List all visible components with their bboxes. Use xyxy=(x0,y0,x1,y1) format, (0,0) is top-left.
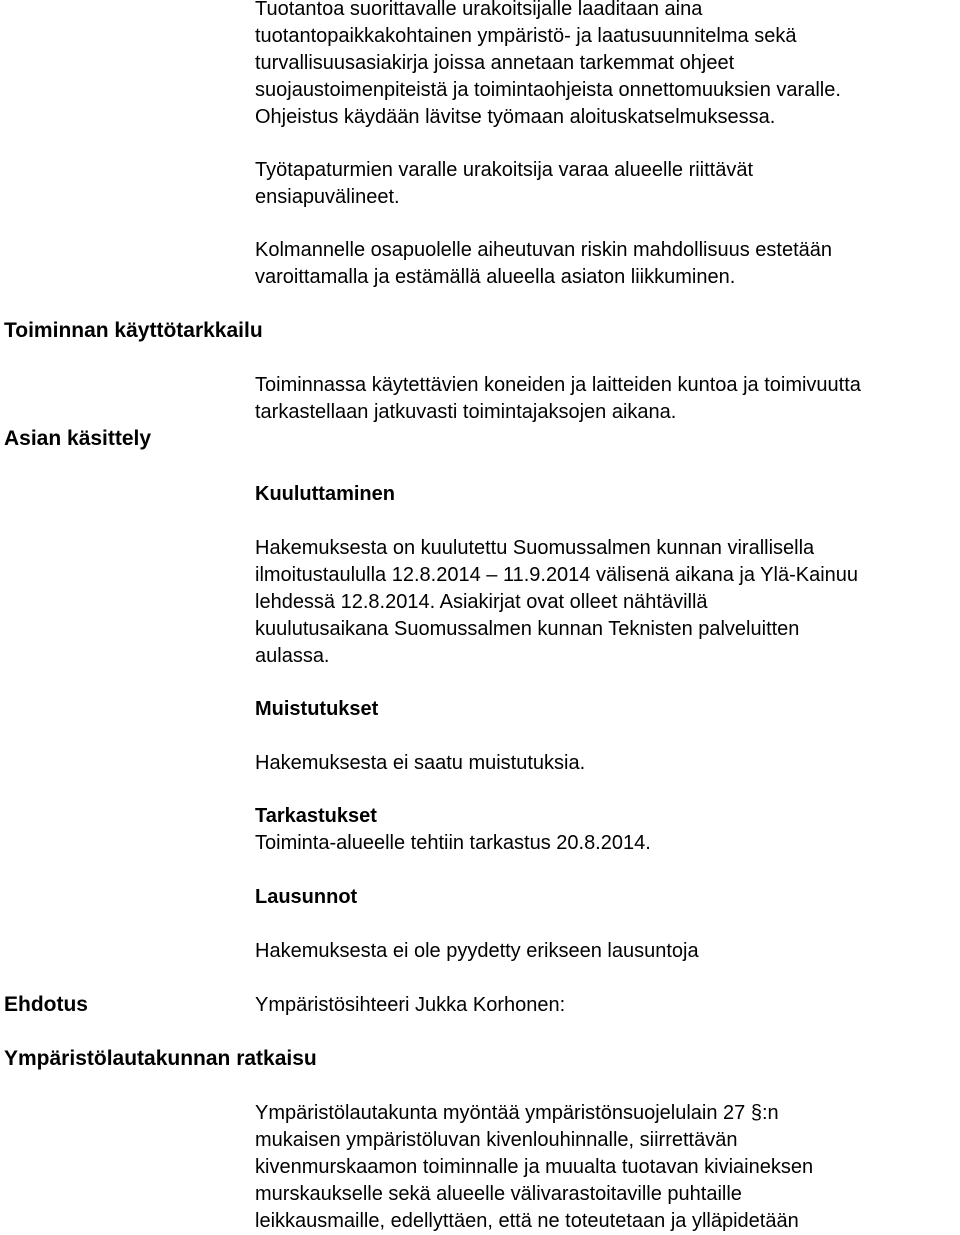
paragraph-equipment-monitoring xyxy=(255,372,861,426)
heading-inspections: Tarkastukset xyxy=(255,805,377,827)
text-line: ensiapuvälineet. xyxy=(255,186,400,208)
paragraph-announcement xyxy=(255,535,858,670)
text-line: ilmoitustaululla 12.8.2014 – 11.9.2014 välisenä aikana ja Ylä-Kainuu xyxy=(255,564,859,586)
heading-objections: Muistutukset xyxy=(255,698,379,720)
text-line: Työtapaturmien varalle urakoitsija varaa alueelle riittävät xyxy=(255,159,754,181)
paragraph-statements: Hakemuksesta ei ole pyydetty erikseen lausuntoja xyxy=(255,940,699,962)
text-line: suojaustoimenpiteistä ja toimintaohjeista onnettomuuksien varalle. xyxy=(255,79,841,101)
heading-announcement: Kuuluttaminen xyxy=(255,483,395,505)
paragraph-proposal: Ympäristösihteeri Jukka Korhonen: xyxy=(255,994,566,1016)
text-line: Tuotantoa suorittavalle urakoitsijalle laaditaan aina xyxy=(255,0,703,20)
text-line: murskaukselle sekä alueelle välivarastoitaville puhtaille xyxy=(255,1183,742,1205)
text-line: Toiminnassa käytettävien koneiden ja laitteiden kuntoa ja toimivuutta xyxy=(255,374,861,396)
text-line: Kolmannelle osapuolelle aiheutuvan riskin mahdollisuus estetään xyxy=(255,239,833,261)
paragraph-contractor-plan xyxy=(255,0,841,131)
text-line: lehdessä 12.8.2014. Asiakirjat ovat olleet nähtävillä xyxy=(255,591,708,613)
text-line: Hakemuksesta on kuulutettu Suomussalmen kunnan virallisella xyxy=(255,537,815,559)
text-line: kivenmurskaamon toiminnalle ja muualta tuotavan kiviaineksen xyxy=(255,1156,814,1178)
paragraph-inspections: Toiminta-alueelle tehtiin tarkastus 20.8.2014. xyxy=(255,832,651,854)
text-line: mukaisen ympäristöluvan kivenlouhinnalle, siirrettävän xyxy=(255,1129,738,1151)
section-heading-board-decision: Ympäristölautakunnan ratkaisu xyxy=(4,1047,317,1070)
section-heading-case-processing: Asian käsittely xyxy=(4,427,152,450)
text-line: leikkausmaille, edellyttäen, että ne toteutetaan ja ylläpidetään xyxy=(255,1210,799,1232)
text-line: tarkastellaan jatkuvasti toimintajaksojen aikana. xyxy=(255,401,677,423)
paragraph-first-aid xyxy=(255,157,753,211)
text-line: turvallisuusasiakirja joissa annetaan tarkemmat ohjeet xyxy=(255,52,735,74)
text-line: aulassa. xyxy=(255,645,330,667)
text-line: varoittamalla ja estämällä alueella asiaton liikkuminen. xyxy=(255,266,736,288)
section-heading-proposal: Ehdotus xyxy=(4,993,88,1016)
paragraph-objections: Hakemuksesta ei saatu muistutuksia. xyxy=(255,752,586,774)
text-line: Ympäristölautakunta myöntää ympäristönsuojelulain 27 §:n xyxy=(255,1102,779,1124)
text-line: tuotantopaikkakohtainen ympäristö- ja laatusuunnitelma sekä xyxy=(255,25,797,47)
heading-statements: Lausunnot xyxy=(255,886,358,908)
section-heading-operation-monitoring: Toiminnan käyttötarkkailu xyxy=(4,319,263,342)
text-line: Ohjeistus käydään lävitse työmaan aloituskatselmuksessa. xyxy=(255,106,776,128)
paragraph-third-party-risk xyxy=(255,237,832,291)
text-line: kuulutusaikana Suomussalmen kunnan Teknisten palveluitten xyxy=(255,618,800,640)
paragraph-decision xyxy=(255,1100,813,1235)
